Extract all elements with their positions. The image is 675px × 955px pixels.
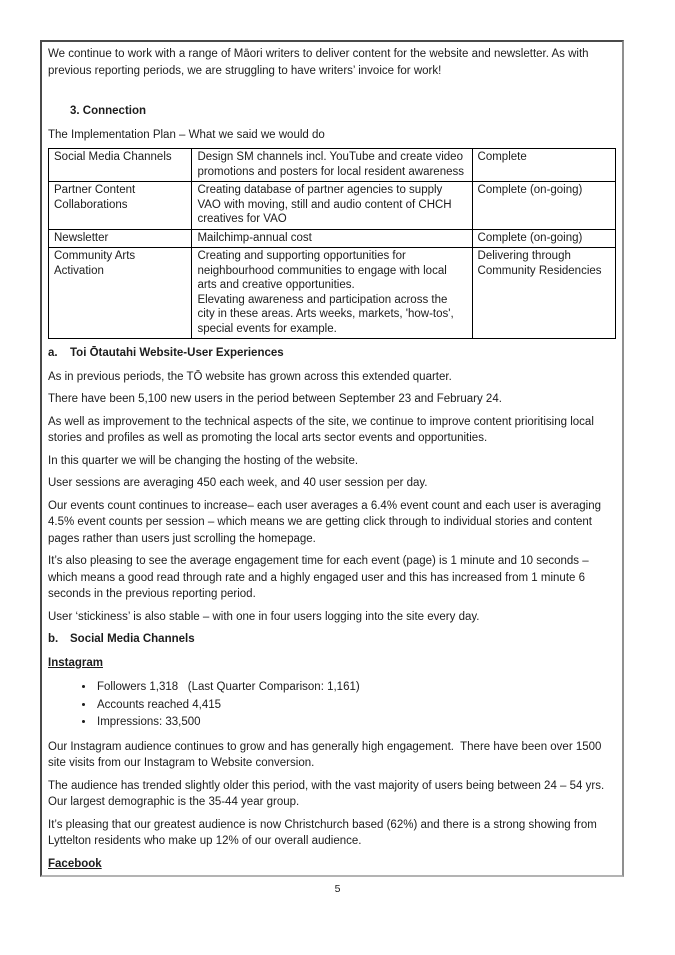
table-cell-description: Creating database of partner agencies to supply VAO with moving, still and audio content of CHCH creatives for VAO xyxy=(192,182,472,230)
list-item: • Followers 1,318 (Last Quarter Comparison: 1,161) xyxy=(95,679,616,696)
paragraph: There have been 5,100 new users in the period between September 23 and February 24. xyxy=(48,393,502,405)
paragraph: Our Instagram audience continues to grow and has generally high engagement. There have been over 1500 site visits from our Instagram to Website conversion. xyxy=(48,740,602,769)
implementation-plan-line: The Implementation Plan – What we said we would do xyxy=(48,128,325,141)
section-title: Social Media Channels xyxy=(70,633,195,645)
paragraph: User sessions are averaging 450 each week, and 40 user session per day. xyxy=(48,477,428,489)
table-cell-status: Complete (on-going) xyxy=(472,229,615,248)
content-frame xyxy=(40,40,624,877)
section-label: a. xyxy=(48,347,58,359)
table-row xyxy=(49,229,616,248)
paragraph: The audience has trended slightly older this period, with the vast majority of users being between 24 – 54 yrs. Our largest demographic is the 35-44 year group. xyxy=(48,779,605,808)
paragraph: It’s also pleasing to see the average engagement time for each event (page) is 1 minute and 10 seconds – which means a good read through rate and a highly engaged user and this has increased from 1 minute 6 seconds in the previous reporting period. xyxy=(48,555,589,600)
instagram-heading: Instagram xyxy=(48,656,103,669)
table-cell-channel: Social Media Channels xyxy=(49,149,192,182)
table-row xyxy=(49,149,616,182)
table-cell-channel: Partner Content Collaborations xyxy=(49,182,192,230)
page-number: 5 xyxy=(334,883,341,895)
table-cell-description: Mailchimp-annual cost xyxy=(192,229,472,248)
table-row xyxy=(49,248,616,339)
table-cell-status: Complete xyxy=(472,149,615,182)
section-heading-website xyxy=(48,345,616,362)
section-heading-social-media xyxy=(48,631,616,648)
intro-paragraph: We continue to work with a range of Māori writers to deliver content for the website and newsletter. As with previous reporting periods, we are struggling to have writers’ invoice for work! xyxy=(48,48,589,77)
section-heading-connection: 3. Connection xyxy=(70,105,147,117)
paragraph: As in previous periods, the TŌ website has grown across this extended quarter. xyxy=(48,370,452,383)
implementation-plan-table xyxy=(48,148,616,339)
table-cell-description: Creating and supporting opportunities for neighbourhood communities to engage with local arts and creative opportunities. Elevating awareness and participation across the city in these areas. Arts weeks, markets, 'how-tos', special events for example. xyxy=(192,248,472,339)
table-cell-status: Delivering through Community Residencies xyxy=(472,248,615,339)
paragraph: Our events count continues to increase– each user averages a 6.4% event count and each user is averaging 4.5% event counts per session – which means we are getting click through to individual stories and content pages rather than users just scrolling the homepage. xyxy=(48,499,601,545)
table-cell-status: Complete (on-going) xyxy=(472,182,615,230)
facebook-heading: Facebook xyxy=(48,857,102,870)
table-cell-channel: Community Arts Activation xyxy=(49,248,192,339)
instagram-stats-list xyxy=(48,679,616,731)
paragraph: User ‘stickiness’ is also stable – with one in four users logging into the site every day. xyxy=(48,610,480,623)
section-label: b. xyxy=(48,633,59,645)
list-item: • Accounts reached 4,415 xyxy=(95,697,616,714)
list-item: • Impressions: 33,500 xyxy=(95,714,616,731)
table-cell-description: Design SM channels incl. YouTube and create video promotions and posters for local resident awareness xyxy=(192,149,472,182)
paragraph: In this quarter we will be changing the hosting of the website. xyxy=(48,454,359,467)
table-cell-channel: Newsletter xyxy=(49,229,192,248)
table-row xyxy=(49,182,616,230)
paragraph: It’s pleasing that our greatest audience is now Christchurch based (62%) and there is a strong showing from Lyttelton residents who make up 12% of our overall audience. xyxy=(48,818,597,847)
section-title: Toi Ōtautahi Website-User Experiences xyxy=(70,347,284,359)
paragraph: As well as improvement to the technical aspects of the site, we continue to improve content prioritising local stories and profiles as well as promoting the local arts sector events and opportunities. xyxy=(48,415,594,444)
